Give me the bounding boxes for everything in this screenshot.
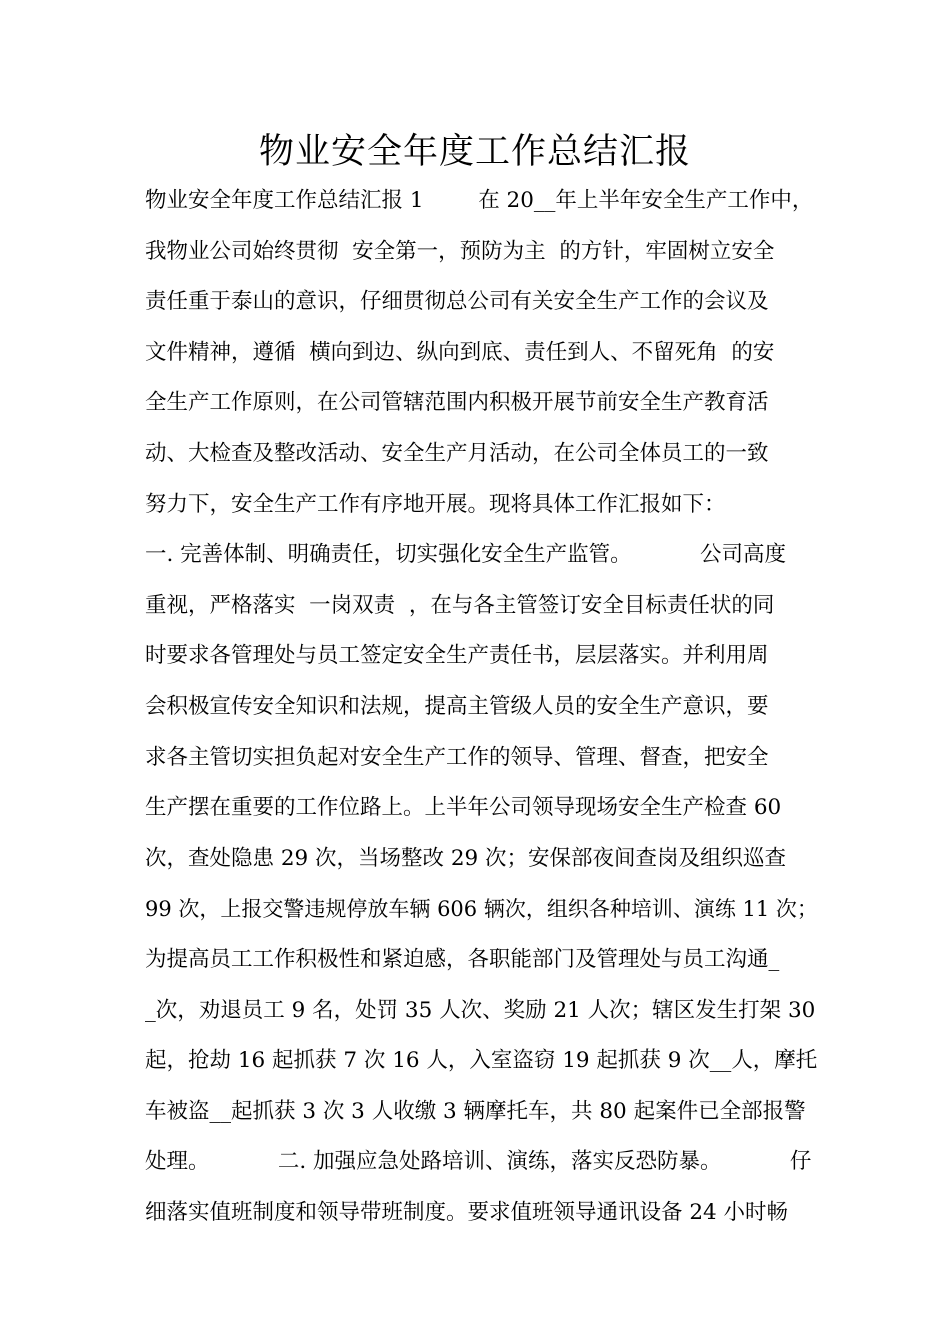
body-line: 我物业公司始终贯彻 安全第一，预防为主 的方针，牢固树立安全 [145, 238, 775, 264]
body-line: 为提高员工工作积极性和紧迫感，各职能部门及管理处与员工沟通_ [145, 946, 780, 972]
body-line: 物业安全年度工作总结汇报 1 在 20__年上半年安全生产工作中， [145, 188, 814, 213]
body-line: 全生产工作原则，在公司管辖范围内积极开展节前安全生产教育活 [145, 390, 769, 416]
body-line: 责任重于泰山的意识，仔细贯彻总公司有关安全生产工作的会议及 [145, 289, 769, 315]
section-heading-line: 处理。 二. 加强应急处路培训、演练，落实反恐防暴。 仔 [145, 1149, 812, 1175]
body-line: 细落实值班制度和领导带班制度。要求值班领导通讯设备 24 小时畅 [145, 1199, 789, 1225]
body-line: 动、大检查及整改活动、安全生产月活动，在公司全体员工的一致 [145, 440, 769, 466]
body-line: 求各主管切实担负起对安全生产工作的领导、管理、督查，把安全 [145, 744, 769, 770]
body-line: 文件精神，遵循 横向到边、纵向到底、责任到人、不留死角 的安 [145, 339, 775, 365]
body-line: 99 次，上报交警违规停放车辆 606 辆次，组织各种培训、演练 11 次； [145, 897, 818, 922]
body-line: 次，查处隐患 29 次，当场整改 29 次；安保部夜间查岗及组织巡查 [145, 845, 787, 871]
section-heading-line: 一. 完善体制、明确责任，切实强化安全生产监管。 公司高度 [145, 542, 787, 568]
body-line: 会积极宣传安全知识和法规，提高主管级人员的安全生产意识，要 [145, 693, 769, 719]
document-body [145, 176, 825, 1238]
body-line: 车被盗__起抓获 3 次 3 人收缴 3 辆摩托车，共 80 起案件已全部报警 [145, 1098, 806, 1124]
body-line: 重视，严格落实 一岗双责 ，在与各主管签订安全目标责任状的同 [145, 592, 775, 618]
body-line: 起，抢劫 16 起抓获 7 次 16 人，入室盗窃 19 起抓获 9 次__人，摩托 [145, 1048, 818, 1074]
body-line: _次，劝退员工 9 名，处罚 35 人次、奖励 21 人次；辖区发生打架 30 [145, 997, 816, 1023]
body-line: 生产摆在重要的工作位路上。上半年公司领导现场安全生产检查 60 [145, 795, 782, 821]
body-line: 时要求各管理处与员工签定安全生产责任书，层层落实。并利用周 [145, 643, 769, 669]
body-line: 努力下，安全生产工作有序地开展。现将具体工作汇报如下： [145, 491, 726, 517]
document-title: 物业安全年度工作总结汇报 [258, 132, 691, 172]
